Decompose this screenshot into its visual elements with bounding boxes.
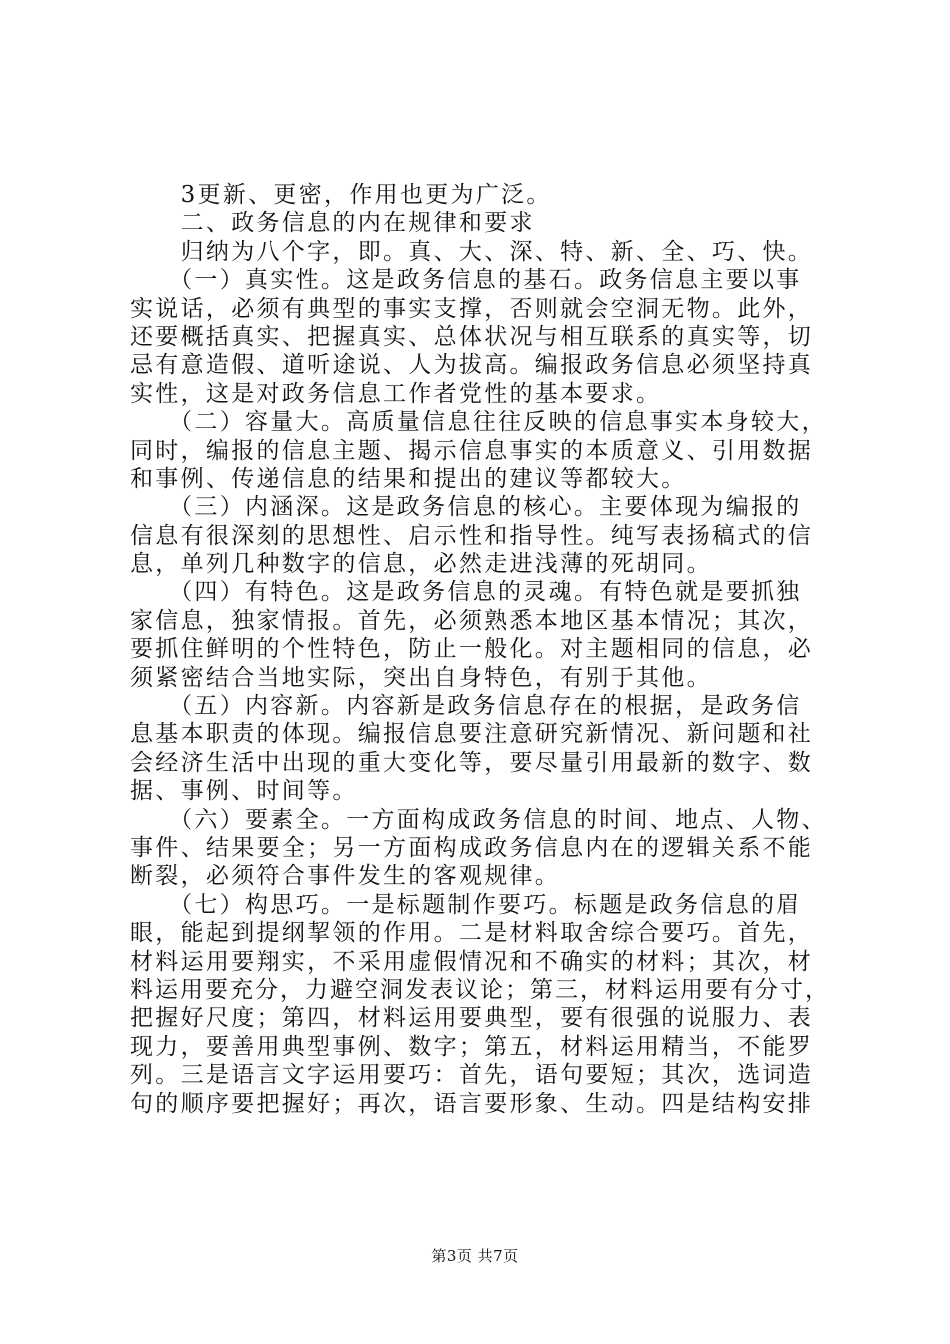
text-line: 现力，要善用典型事例、数字；第五，材料运用精当，不能罗 xyxy=(130,1033,814,1060)
text-line: 忌有意造假、道听途说、人为拔高。编报政务信息必须坚持真 xyxy=(130,352,814,379)
text-line: 家信息，独家情报。首先，必须熟悉本地区基本情况；其次， xyxy=(130,607,814,634)
text-line: （七）构思巧。一是标题制作要巧。标题是政务信息的眉 xyxy=(130,891,802,918)
text-line: 息基本职责的体现。编报信息要注意研究新情况、新问题和社 xyxy=(130,721,814,748)
text-line: 列。三是语言文字运用要巧：首先，语句要短；其次，选词造 xyxy=(130,1062,814,1089)
text-line: 同时，编报的信息主题、揭示信息事实的本质意义、引用数据 xyxy=(130,437,814,464)
text-line: 据、事例、时间等。 xyxy=(130,778,358,805)
text-line: （六）要素全。一方面构成政务信息的时间、地点、人物、 xyxy=(130,806,827,833)
text-line: 断裂，必须符合事件发生的客观规律。 xyxy=(130,863,561,890)
text-line: 归纳为八个字，即。真、大、深、特、新、全、巧、快。 xyxy=(130,238,814,265)
text-line: （三）内涵深。这是政务信息的核心。主要体现为编报的 xyxy=(130,494,802,521)
text-line: 和事例、传递信息的结果和提出的建议等都较大。 xyxy=(130,465,687,492)
document-body xyxy=(130,181,830,1118)
text-line: （五）内容新。内容新是政务信息存在的根据，是政务信 xyxy=(130,693,802,720)
text-line: 句的顺序要把握好；再次，语言要形象、生动。四是结构安排 xyxy=(130,1090,814,1117)
text-line: （二）容量大。高质量信息往往反映的信息事实本身较大， xyxy=(130,409,827,436)
text-line: 息，单列几种数字的信息，必然走进浅薄的死胡同。 xyxy=(130,551,712,578)
text-line: 信息有很深刻的思想性、启示性和指导性。纯写表扬稿式的信 xyxy=(130,522,814,549)
text-line: 料运用要充分，力避空洞发表议论；第三，材料运用要有分寸， xyxy=(130,976,830,1003)
text-line: 3更新、更密，作用也更为广泛。 xyxy=(130,182,552,208)
text-line: 要抓住鲜明的个性特色，防止一般化。对主题相同的信息，必 xyxy=(130,636,814,663)
section-heading: 二、政务信息的内在规律和要求 xyxy=(130,210,535,237)
text-line: 实说话，必须有典型的事实支撑，否则就会空洞无物。此外， xyxy=(130,295,814,322)
text-line: 眼，能起到提纲挈领的作用。二是材料取舍综合要巧。首先， xyxy=(130,920,814,947)
text-line: 事件、结果要全；另一方面构成政务信息内在的逻辑关系不能 xyxy=(130,834,814,861)
text-line: 实性，这是对政务信息工作者党性的基本要求。 xyxy=(130,380,662,407)
text-line: （四）有特色。这是政务信息的灵魂。有特色就是要抓独 xyxy=(130,579,802,606)
text-line: 还要概括真实、把握真实、总体状况与相互联系的真实等，切 xyxy=(130,323,814,350)
text-line: 须紧密结合当地实际，突出自身特色，有别于其他。 xyxy=(130,664,712,691)
page-footer xyxy=(0,1245,950,1266)
text-line: （一）真实性。这是政务信息的基石。政务信息主要以事 xyxy=(130,267,802,294)
text-line: 把握好尺度；第四，材料运用要典型，要有很强的说服力、表 xyxy=(130,1005,814,1032)
page-indicator: 第3页 共7页 xyxy=(431,1247,519,1265)
text-line: 会经济生活中出现的重大变化等，要尽量引用最新的数字、数 xyxy=(130,749,814,776)
text-line: 材料运用要翔实，不采用虚假情况和不确实的材料；其次，材 xyxy=(130,948,814,975)
